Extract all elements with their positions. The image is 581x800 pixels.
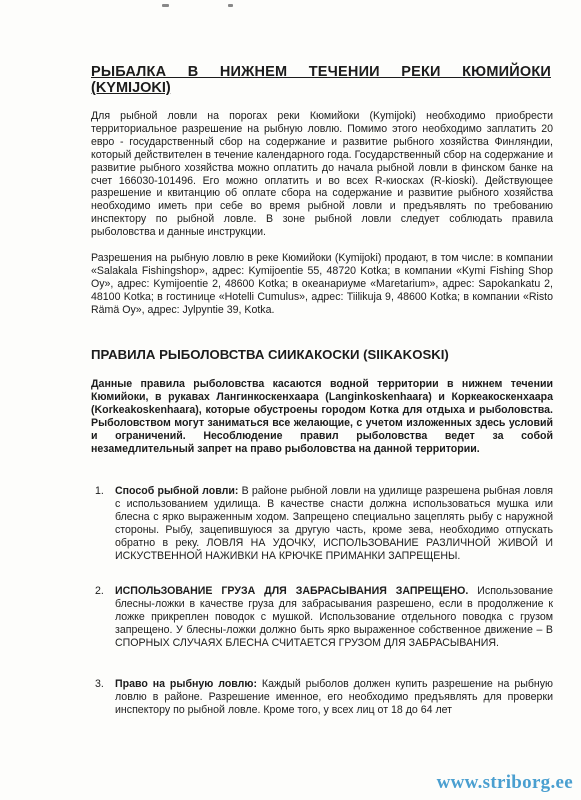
- intro-paragraph-permit-vendors: Разрешения на рыбную ловлю в реке Кюмийоки (Kymijoki) продают, в том числе: в компании «Salakala Fishingshop», адрес: Kymijoentie 55, 48720 Kotka; в компании «Kymi Fishing Shop Oy», адрес: Kymijoentie 2, 48600 Kotka; в океанариуме «Maretarium», адрес: Sapokankatu 2, 48100 Kotka; в гостинице «Hotelli Cumulus», адрес: Tiilikuja 9, 48600 Kotka; в компании «Risto Rämä Oy», адрес: Jylpyntie 39, Kotka.: [91, 252, 553, 316]
- scan-artifact: [162, 4, 169, 7]
- rule-text: Использование блесны-ложки в качестве груза для забрасывания разрешено, если в продолжение к ложке прикреплен поводок с мушкой. Использование отдельного поводка с грузом запрещено. У блесны-ложки должно быть ярко выраженное собственное движение – В СПОРНЫХ СЛУЧАЯХ БЛЕСНА СЧИТАЕТСЯ ГРУЗОМ ДЛЯ ЗАБРАСЫВАНИЯ.: [115, 585, 553, 649]
- rule-item: [91, 678, 553, 738]
- rule-number: 3.: [95, 678, 104, 690]
- rule-number: 2.: [95, 585, 104, 597]
- rule-lead: ИСПОЛЬЗОВАНИЕ ГРУЗА ДЛЯ ЗАБРАСЫВАНИЯ ЗАПРЕЩЕНО.: [115, 585, 469, 597]
- intro-paragraph-permit-and-fee: Для рыбной ловли на порогах реки Кюмийоки (Kymijoki) необходимо приобрести территориальное разрешение на рыбную ловлю. Помимо этого необходимо заплатить 20 евро - государственный сбор на содержание и развитие рыбного хозяйства Финляндии, который действителен в течение календарного года. Государственный сбор на содержание и развитие рыбного хозяйства можно оплатить до начала рыбной ловли в финском банке на счет 166030-101496. Его можно оплатить и во всех R-киосках (R-kioski). Действующее разрешение и квитанцию об оплате сбора на содержание и развитие рыбного хозяйства необходимо иметь при себе во время рыбной ловли и предъявлять по требованию инспектору по рыбной ловле. В зоне рыбной ловли следует соблюдать правила рыболовства и данные инструкции.: [91, 110, 553, 239]
- section-heading-rules: ПРАВИЛА РЫБОЛОВСТВА СИИКАКОСКИ (SIIKAKOSKI): [91, 347, 449, 362]
- watermark-url-link[interactable]: www.striborg.ee: [436, 772, 573, 793]
- rule-lead: Способ рыбной ловли:: [115, 485, 239, 497]
- rule-text: В районе рыбной ловли на удилище разрешена рыбная ловля с использованием удилища. В качестве снасти должна использоваться мушка или блесна с ярко выраженным ходом. Запрещено специально зацеплять рыбу с наружной стороны. Рыбу, зацепившуюся за другую часть, кроме зева, необходимо отпускать обратно в реку. ЛОВЛЯ НА УДОЧКУ, ИСПОЛЬЗОВАНИЕ РАЗЛИЧНОЙ ЖИВОЙ И ИСКУСТВЕННОЙ НАЖИВКИ НА КРЮЧКЕ ПРИМАНКИ ЗАПРЕЩЕНЫ.: [115, 485, 553, 562]
- document-title: РЫБАЛКА В НИЖНЕМ ТЕЧЕНИИ РЕКИ КЮМИЙОКИ: [91, 64, 551, 80]
- rule-body: [115, 585, 553, 650]
- document-title-continuation: (KYMIJOKI): [91, 80, 171, 96]
- rule-item: [91, 585, 553, 665]
- rule-body: [115, 678, 553, 717]
- rules-intro-paragraph: Данные правила рыболовства касаются водной территории в нижнем течении Кюмийоки, в рукавах Лангинкоскенхаара (Langinkoskenhaara) и Коркеакоскенхаара (Korkeakoskenhaara), которые обустроены городом Котка для отдыха и рыболовства. Рыболовством могут заниматься все желающие, с учетом изложенных здесь условий и ограничений. Несоблюдение правил рыболовства ведет за собой незамедлительный запрет на право рыболовства на данной территории.: [91, 378, 553, 455]
- rule-item: [91, 485, 553, 575]
- rule-number: 1.: [95, 485, 104, 497]
- rule-lead: Право на рыбную ловлю:: [115, 678, 257, 690]
- rule-body: [115, 485, 553, 562]
- rule-text: Каждый рыболов должен купить разрешение на рыбную ловлю в районе. Разрешение именное, его необходимо предъявлять для проверки инспектору по рыбной ловле. Кроме того, у всех лиц от 18 до 64 лет: [115, 678, 553, 716]
- scan-artifact: [228, 4, 233, 7]
